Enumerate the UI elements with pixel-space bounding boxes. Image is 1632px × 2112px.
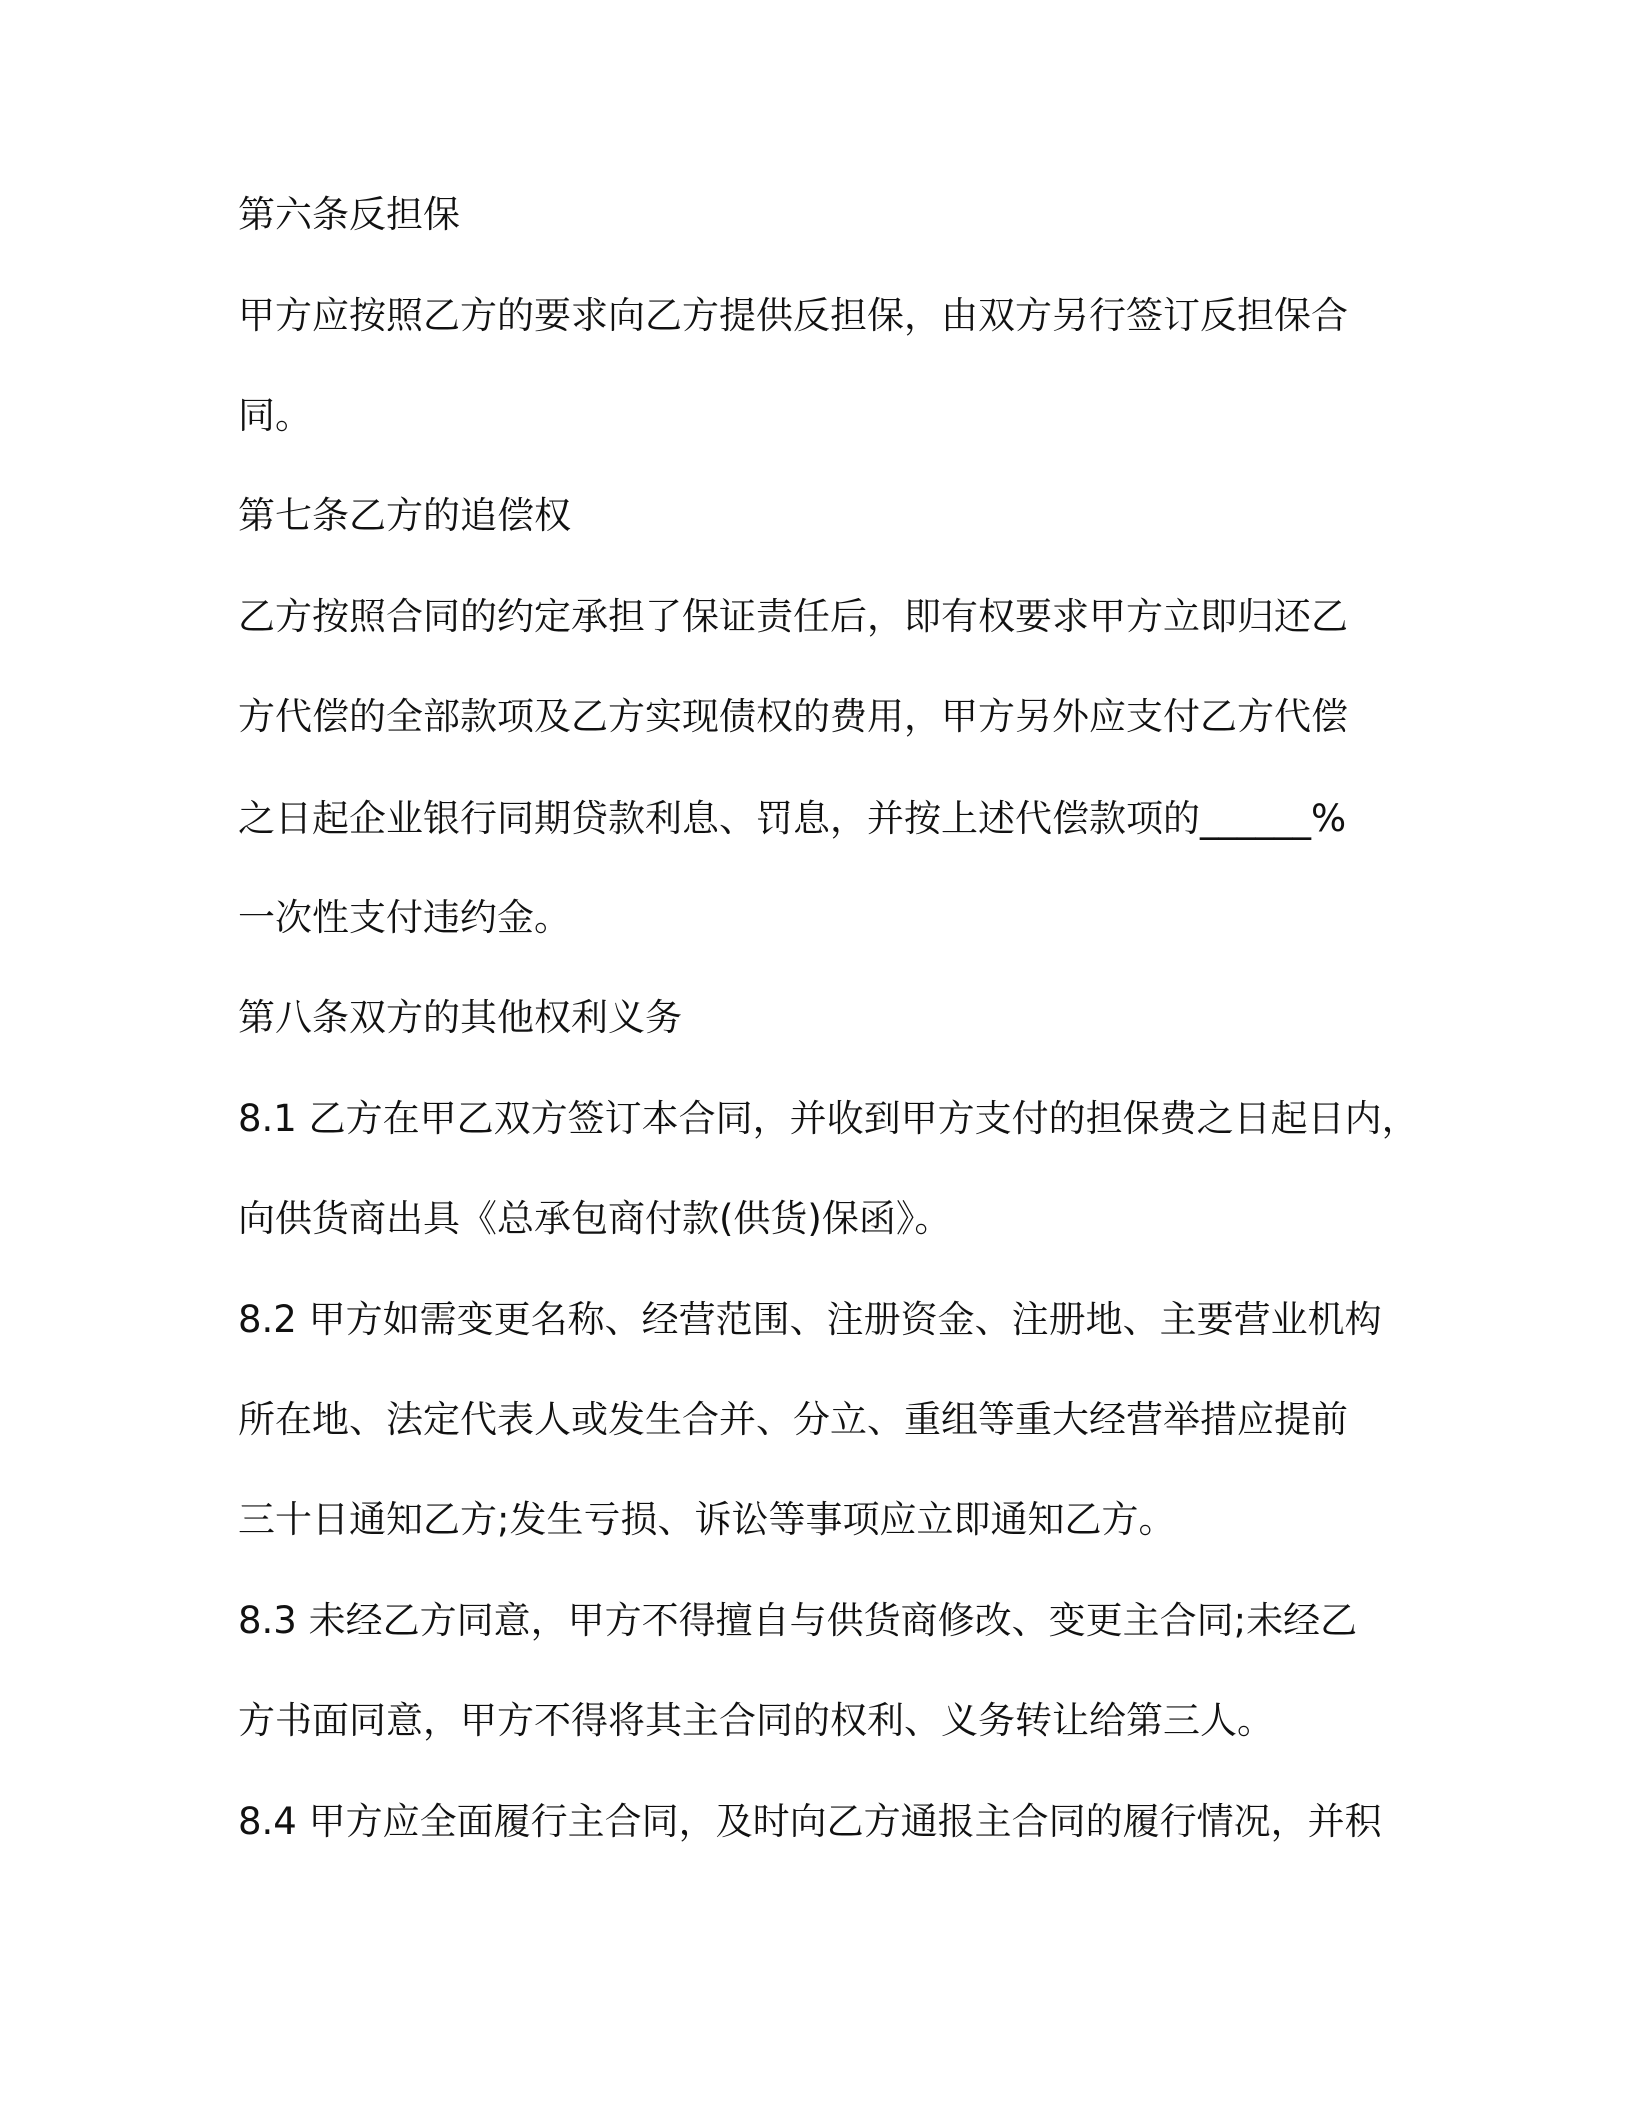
clause-8-2-line: 8.2 甲方如需变更名称、经营范围、注册资金、注册地、主要营业机构 — [238, 1298, 1382, 1341]
text-line: 甲方应按照乙方的要求向乙方提供反担保，由双方另行签订反担保合 — [238, 294, 1348, 337]
article-8-heading: 第八条双方的其他权利义务 — [238, 996, 682, 1039]
text-line: 所在地、法定代表人或发生合并、分立、重组等重大经营举措应提前 — [238, 1398, 1348, 1441]
text-line: 乙方按照合同的约定承担了保证责任后，即有权要求甲方立即归还乙 — [238, 595, 1348, 638]
text-line: 方代偿的全部款项及乙方实现债权的费用，甲方另外应支付乙方代偿 — [238, 695, 1348, 738]
text-line: 三十日通知乙方;发生亏损、诉讼等事项应立即通知乙方。 — [238, 1498, 1176, 1541]
text-line: 之日起企业银行同期贷款利息、罚息，并按上述代偿款项的______% — [238, 797, 1347, 840]
article-7-heading: 第七条乙方的追偿权 — [238, 494, 571, 537]
article-6-heading: 第六条反担保 — [238, 193, 460, 236]
clause-8-3-line: 8.3 未经乙方同意，甲方不得擅自与供货商修改、变更主合同;未经乙 — [238, 1599, 1358, 1642]
text-line: 同。 — [238, 394, 312, 437]
text-line: 向供货商出具《总承包商付款(供货)保函》。 — [238, 1197, 952, 1240]
text-line: 方书面同意，甲方不得将其主合同的权利、义务转让给第三人。 — [238, 1699, 1274, 1742]
clause-8-4-line: 8.4 甲方应全面履行主合同，及时向乙方通报主合同的履行情况，并积 — [238, 1800, 1382, 1843]
text-line: 一次性支付违约金。 — [238, 896, 571, 939]
clause-8-1-line: 8.1 乙方在甲乙双方签订本合同，并收到甲方支付的担保费之日起日内， — [238, 1097, 1419, 1140]
